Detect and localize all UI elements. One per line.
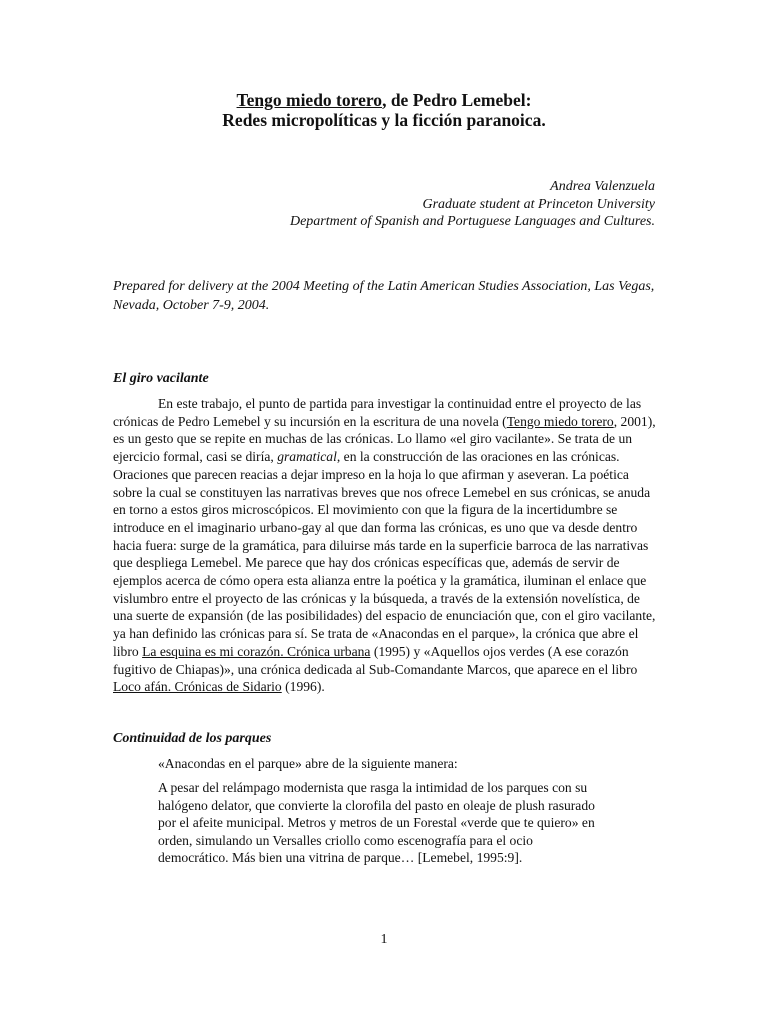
page-number: 1 [380,932,388,947]
reference-tengo-miedo-torero: Tengo miedo torero [506,413,614,429]
section-heading-giro-vacilante: El giro vacilante [113,371,209,386]
body-paragraph [113,395,658,696]
emphasis-gramatical: gramatical [277,449,337,465]
section-heading-continuidad: Continuidad de los parques [113,731,272,746]
document-title [0,90,768,130]
quote-intro: «Anacondas en el parque» abre de la siguiente manera: [158,756,458,771]
prepared-note: Prepared for delivery at the 2004 Meeting of the Latin American Studies Association, Las Vegas, Nevada, October 7-9, 2004. [113,279,655,313]
title-line-2: Redes micropolíticas y la ficción paranoica. [222,110,546,130]
title-author-part: , de Pedro Lemebel: [382,90,532,110]
reference-la-esquina: La esquina es mi corazón. Crónica urbana [142,643,371,659]
body-text-b: , 2001), es un gesto que se repite en muchas de las crónicas. Lo llamo «el giro vacilante». Se trata de un ejercicio formal, casi se diría, [113,413,656,465]
title-book-name: Tengo miedo torero [236,90,383,110]
reference-loco-afan: Loco afán. Crónicas de Sidario [113,679,282,695]
body-text-d: (1995) y «Aquellos ojos verdes (A ese corazón fugitivo de Chiapas)», una crónica dedicada al Sub-Comandante Marcos, que aparece en el libro [113,643,638,677]
author-block [290,178,655,231]
author-name: Andrea Valenzuela [550,179,655,194]
body-text-a: En este trabajo, el punto de partida para investigar la continuidad entre el proyecto de las crónicas de Pedro Lemebel y su incursión en la escritura de una novela ( [113,396,642,429]
author-position: Graduate student at Princeton University [422,196,655,212]
body-text-c: , en la construcción de las oraciones en las crónicas. Oraciones que parecen reacias a dejar impreso en la hoja lo que afirman y aseveran. La poética sobre la cual se constituyen las narrativas breves que nos ofrece Lemebel en sus crónicas, se anuda en torno a estos giros microscópicos. El movimiento con que la figura de la incertidumbre se introduce en el imaginario urbano-gay al que dan forma las crónicas, es uno que va desde dentro hacia fuera: surge de la gramática, para diluirse más tarde en la superficie barroca de las narrativas que despliega Lemebel. Me parece que hay dos crónicas específicas que, además de servir de ejemplos acerca de cómo opera esta alianza entre la poética y la gramática, iluminan el enlace que vislumbro entre el proyecto de las crónicas y la búsqueda, a través de la extensión novelística, de una suerte de expansión (de las posibilidades) del espacio de enunciación que, con el giro vacilante, ya han definido las crónicas para sí. Se trata de «Anacondas en el parque», la crónica que abre el libro [113,449,656,659]
body-text-e: (1996). [281,679,325,695]
title-line-1 [0,90,768,110]
block-quote: A pesar del relámpago modernista que rasga la intimidad de los parques con su halógeno delator, que convierte la clorofila del pasto en oleaje de plush rasurado por el afeite municipal. Metros y metros de un Forestal «verde que te quiero» en orden, simulando un Versalles criollo como escenografía para el ocio democrático. Más bien una vitrina de parque… [Lemebel, 1995:9]. [158,780,595,865]
author-department: Department of Spanish and Portuguese Languages and Cultures. [289,214,655,229]
